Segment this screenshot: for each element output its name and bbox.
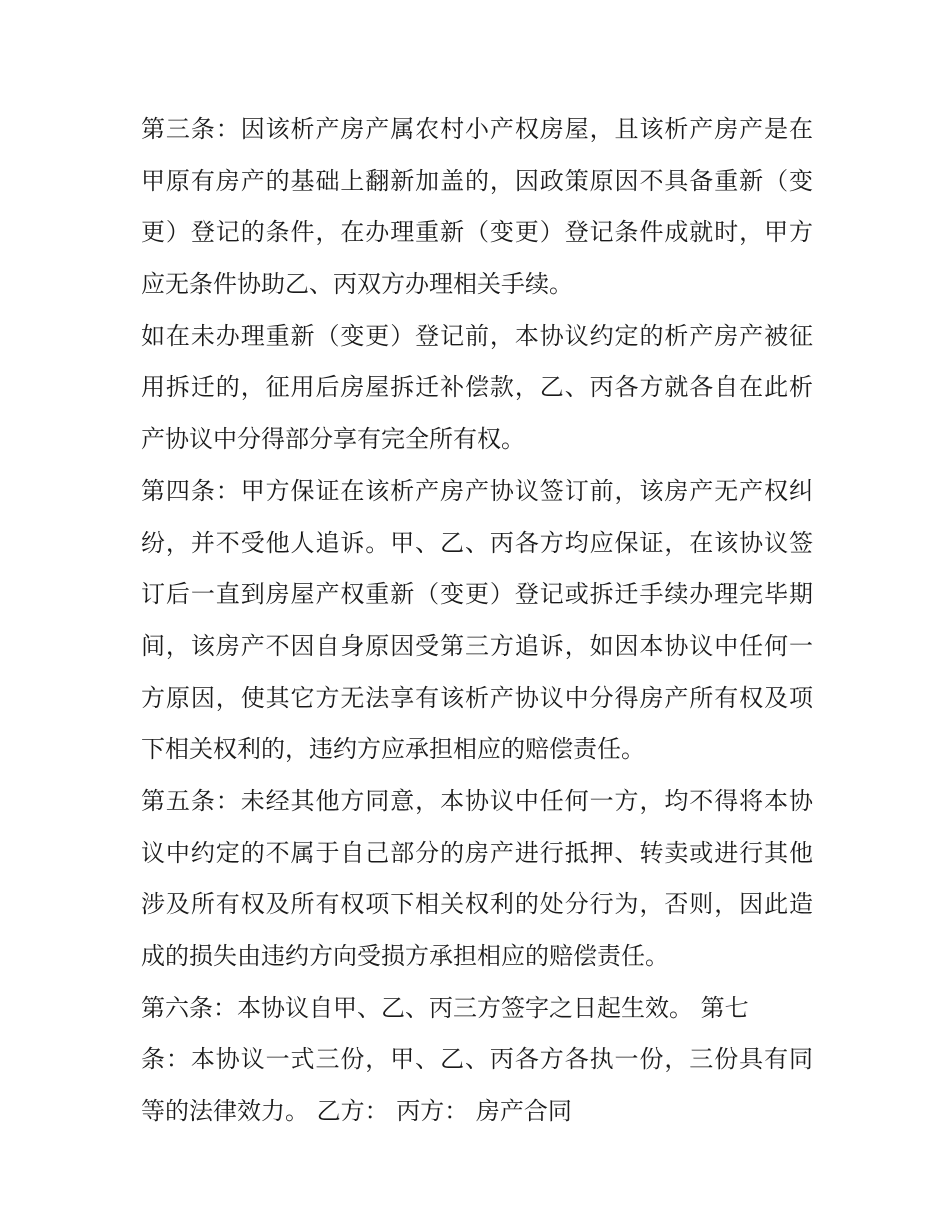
text-line-11: 间，该房产不因自身原因受第三方追诉，如因本协议中任何一 [141, 631, 813, 660]
text-line-8: 第四条：甲方保证在该析产房产协议签订前，该房产无产权纠 [141, 476, 813, 505]
text-line-2: 甲原有房产的基础上翻新加盖的，因政策原因不具备重新（变 [141, 166, 813, 195]
text-line-20: 等的法律效力。 乙方： 丙方： 房产合同 [141, 1097, 572, 1126]
text-line-16: 涉及所有权及所有权项下相关权利的处分行为，否则，因此造 [141, 890, 813, 919]
text-line-19: 条：本协议一式三份，甲、乙、丙各方各执一份，三份具有同 [141, 1045, 813, 1074]
text-line-13: 下相关权利的，违约方应承担相应的赔偿责任。 [141, 735, 645, 764]
text-line-5: 如在未办理重新（变更）登记前，本协议约定的析产房产被征 [141, 321, 813, 350]
text-line-4: 应无条件协助乙、丙双方办理相关手续。 [141, 270, 573, 299]
text-line-1: 第三条：因该析产房产属农村小产权房屋，且该析产房产是在 [141, 115, 813, 143]
text-line-17: 成的损失由违约方向受损方承担相应的赔偿责任。 [141, 942, 669, 970]
text-line-9: 纷，并不受他人追诉。甲、乙、丙各方均应保证，在该协议签 [141, 528, 813, 557]
text-line-12: 方原因，使其它方无法享有该析产协议中分得房产所有权及项 [141, 683, 813, 712]
text-line-14: 第五条：未经其他方同意，本协议中任何一方，均不得将本协 [141, 786, 813, 815]
text-line-18: 第六条：本协议自甲、乙、丙三方签字之日起生效。 第七 [141, 993, 749, 1022]
text-line-3: 更）登记的条件，在办理重新（变更）登记条件成就时，甲方 [141, 218, 813, 247]
text-line-15: 议中约定的不属于自己部分的房产进行抵押、转卖或进行其他 [141, 838, 813, 867]
text-line-6: 用拆迁的，征用后房屋拆迁补偿款，乙、丙各方就各自在此析 [141, 373, 813, 402]
text-line-10: 订后一直到房屋产权重新（变更）登记或拆迁手续办理完毕期 [141, 580, 813, 609]
text-line-7: 产协议中分得部分享有完全所有权。 [141, 425, 525, 454]
document-body [141, 104, 813, 1138]
